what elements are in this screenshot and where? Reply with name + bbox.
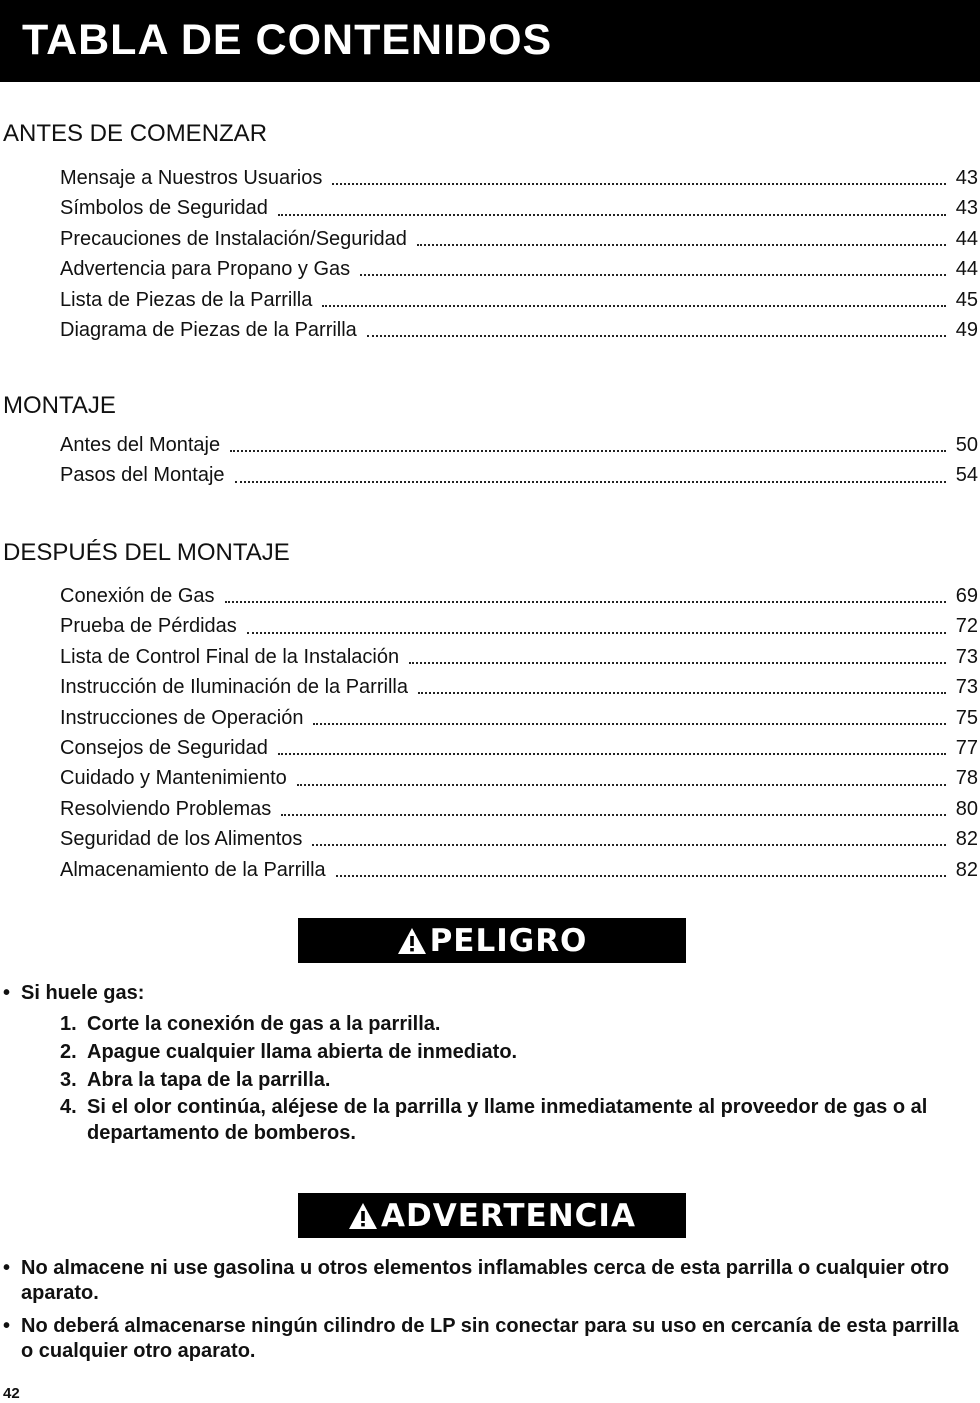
toc-entry[interactable] — [60, 224, 978, 254]
section-heading: DESPUÉS DEL MONTAJE — [3, 539, 290, 566]
step-text: Abra la tapa de la parrilla. — [87, 1069, 331, 1091]
danger-step — [60, 1066, 960, 1094]
warning-triangle-icon — [397, 927, 427, 955]
warning-triangle-icon — [348, 1202, 378, 1230]
step-number: 1. — [60, 1013, 77, 1035]
danger-banner — [298, 918, 686, 963]
toc-entry[interactable] — [60, 824, 978, 854]
toc-entry-page: 44 — [955, 258, 978, 281]
toc-entry-label: Mensaje a Nuestros Usuarios — [60, 167, 323, 189]
toc-entry-page: 80 — [955, 797, 978, 820]
dot-leader — [235, 481, 946, 483]
toc-entry-label: Instrucción de Iluminación de la Parrilla — [60, 676, 408, 699]
toc-entry-label: Símbolos de Seguridad — [60, 197, 268, 220]
bullet-dot: • — [3, 1257, 11, 1279]
dot-leader — [322, 305, 945, 307]
toc-entry-label: Lista de Control Final de la Instalación — [60, 645, 400, 668]
toc-entry-label: Lista de Piezas de la Parrilla — [60, 288, 313, 311]
warning-bullet-text: No deberá almacenarse ningún cilindro de LP sin conectar para su uso en cercanía de esta parrilla o cualquier otro aparato. — [21, 1315, 959, 1362]
toc-list — [60, 430, 978, 491]
toc-entry-page: 43 — [955, 197, 978, 220]
toc-entry-page: 75 — [955, 706, 978, 729]
toc-entry[interactable] — [60, 193, 978, 223]
toc-entry[interactable] — [60, 794, 978, 824]
toc-entry-label: Diagrama de Piezas de la Parrilla — [60, 318, 357, 341]
dot-leader — [336, 875, 946, 877]
toc-list — [60, 581, 978, 885]
danger-step — [60, 1094, 960, 1146]
toc-entry-page: 43 — [955, 167, 978, 189]
toc-list — [60, 163, 978, 345]
dot-leader — [230, 450, 946, 452]
toc-entry[interactable] — [60, 855, 978, 885]
toc-entry-label: Conexión de Gas — [60, 585, 215, 607]
step-text: Corte la conexión de gas a la parrilla. — [87, 1013, 441, 1035]
dot-leader — [225, 601, 946, 603]
danger-label: PELIGRO — [429, 922, 588, 959]
dot-leader — [332, 183, 945, 185]
toc-entry-page: 73 — [955, 676, 978, 699]
page-number: 42 — [3, 1385, 20, 1402]
toc-entry-page: 44 — [955, 227, 978, 250]
section-heading: MONTAJE — [3, 392, 116, 419]
toc-entry-label: Almacenamiento de la Parrilla — [60, 858, 326, 881]
danger-step — [60, 1038, 960, 1066]
warning-label: ADVERTENCIA — [381, 1197, 636, 1234]
dot-leader — [281, 814, 946, 816]
toc-entry-page: 50 — [955, 434, 978, 456]
toc-entry[interactable] — [60, 703, 978, 733]
toc-entry-page: 72 — [955, 615, 978, 638]
toc-entry-page: 77 — [955, 736, 978, 759]
warning-bullet-text: No almacene ni use gasolina u otros elementos inflamables cerca de esta parrilla o cualquier otro aparato. — [21, 1257, 950, 1304]
toc-entry-label: Antes del Montaje — [60, 434, 221, 456]
toc-entry-label: Resolviendo Problemas — [60, 797, 272, 820]
page-title: TABLA DE CONTENIDOS — [22, 16, 553, 64]
toc-entry-label: Pasos del Montaje — [60, 464, 225, 487]
dot-leader — [278, 214, 946, 216]
dot-leader — [278, 753, 946, 755]
step-number: 2. — [60, 1041, 77, 1063]
warning-bullet — [3, 1256, 973, 1306]
danger-intro-text: Si huele gas: — [21, 982, 145, 1004]
dot-leader — [312, 844, 945, 846]
toc-entry-page: 82 — [955, 828, 978, 851]
toc-entry[interactable] — [60, 733, 978, 763]
toc-entry[interactable] — [60, 763, 978, 793]
dot-leader — [418, 692, 946, 694]
section-heading: ANTES DE COMENZAR — [3, 120, 268, 147]
toc-entry-label: Advertencia para Propano y Gas — [60, 258, 351, 281]
toc-entry-page: 69 — [955, 585, 978, 607]
toc-entry[interactable] — [60, 611, 978, 641]
title-bar — [0, 0, 980, 82]
toc-entry-page: 49 — [955, 318, 978, 341]
toc-entry-label: Prueba de Pérdidas — [60, 615, 237, 638]
warning-bullet — [3, 1314, 973, 1364]
toc-entry[interactable] — [60, 642, 978, 672]
toc-entry-page: 54 — [955, 464, 978, 487]
dot-leader — [360, 274, 946, 276]
toc-entry-page: 45 — [955, 288, 978, 311]
dot-leader — [367, 335, 946, 337]
dot-leader — [409, 662, 946, 664]
dot-leader — [297, 784, 946, 786]
danger-steps — [60, 1010, 960, 1146]
step-text: Si el olor continúa, aléjese de la parrilla y llame inmediatamente al proveedor de gas o al departamento de bomberos. — [87, 1096, 928, 1144]
toc-entry-page: 82 — [955, 858, 978, 881]
step-number: 3. — [60, 1069, 77, 1091]
dot-leader — [417, 244, 946, 246]
danger-step — [60, 1010, 960, 1038]
dot-leader — [247, 632, 946, 634]
toc-entry[interactable] — [60, 581, 978, 611]
toc-entry[interactable] — [60, 315, 978, 345]
bullet-dot: • — [3, 1315, 11, 1337]
bullet-dot: • — [3, 982, 11, 1004]
step-text: Apague cualquier llama abierta de inmediato. — [87, 1041, 518, 1063]
toc-entry-label: Instrucciones de Operación — [60, 706, 304, 729]
danger-intro — [3, 981, 973, 1006]
toc-entry[interactable] — [60, 672, 978, 702]
step-number: 4. — [60, 1096, 77, 1118]
toc-entry-label: Seguridad de los Alimentos — [60, 828, 303, 851]
toc-entry-label: Consejos de Seguridad — [60, 736, 268, 759]
toc-entry[interactable] — [60, 430, 978, 460]
toc-entry[interactable] — [60, 163, 978, 193]
toc-entry[interactable] — [60, 254, 978, 284]
toc-entry-page: 73 — [955, 645, 978, 668]
toc-entry-label: Precauciones de Instalación/Seguridad — [60, 227, 407, 250]
toc-entry[interactable] — [60, 285, 978, 315]
toc-entry-page: 78 — [955, 767, 978, 790]
toc-entry[interactable] — [60, 460, 978, 490]
dot-leader — [313, 723, 945, 725]
warning-banner — [298, 1193, 686, 1238]
toc-entry-label: Cuidado y Mantenimiento — [60, 767, 287, 790]
